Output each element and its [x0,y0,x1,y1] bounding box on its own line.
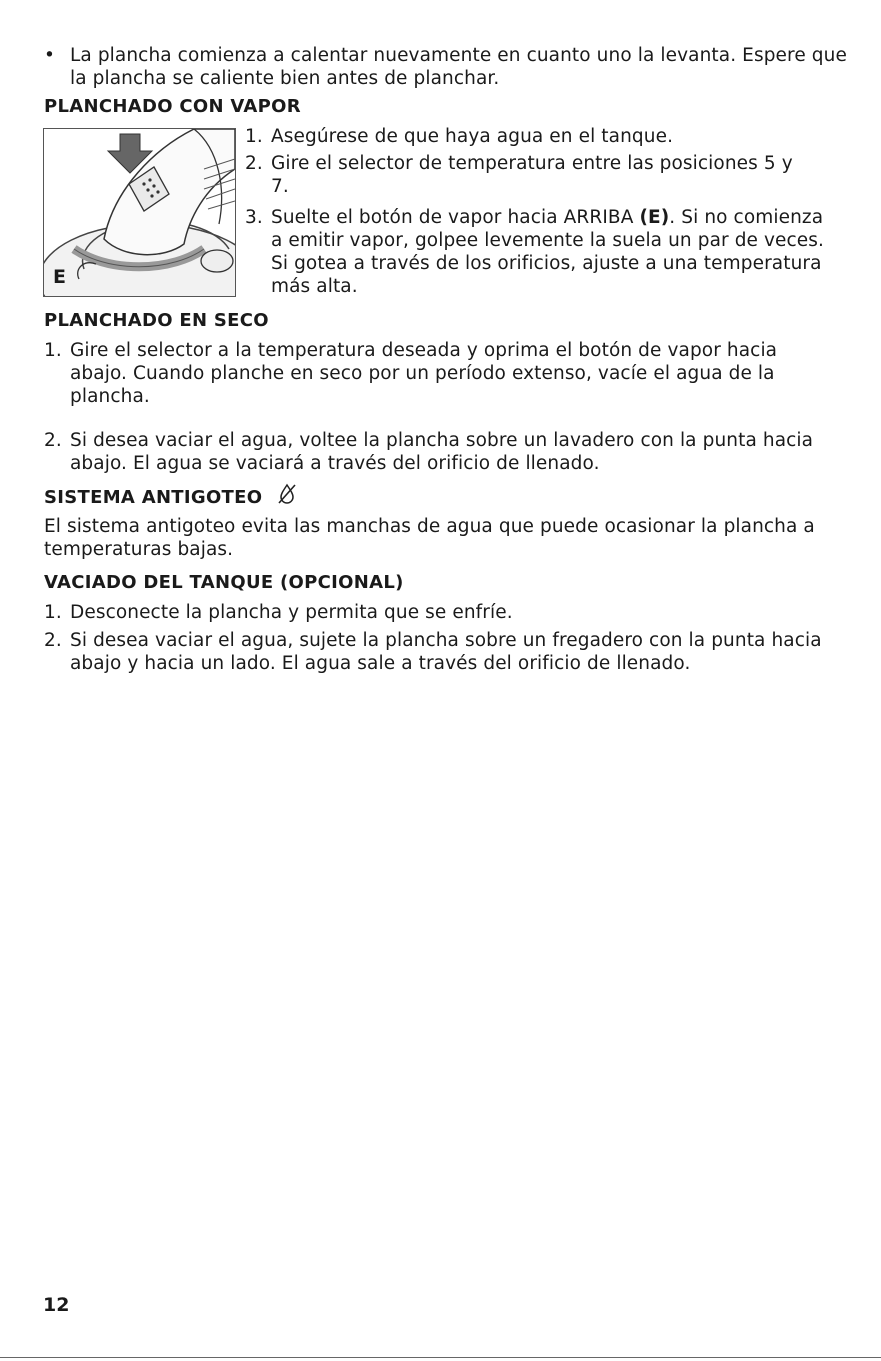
step-number: 2. [44,430,62,451]
step-text [271,206,831,298]
step-number: 2. [44,630,62,651]
footer-rule [0,1357,881,1358]
step-number: 3. [245,207,263,228]
step-text: Si desea vaciar el agua, voltee la plancha sobre un lavadero con la punta hacia abajo. El agua se vaciará a través del orificio de llenado. [70,430,814,474]
step-number: 1. [44,340,62,361]
heading-antidrip [44,482,299,509]
intro-bullet-text: La plancha comienza a calentar nuevamente en cuanto uno la levanta. Espere que la plancha se caliente bien antes de planchar. [70,45,847,89]
list-item [245,152,835,198]
step-text: Gire el selector a la temperatura deseada y oprima el botón de vapor hacia abajo. Cuando planche en seco por un período extenso, vacíe el agua de la plancha. [70,340,778,407]
step-text: Si desea vaciar el agua, sujete la plancha sobre un fregadero con la punta hacia abajo y hacia un lado. El agua sale a través del orificio de llenado. [70,630,822,674]
iron-illustration [44,129,235,296]
heading-empty-tank: VACIADO DEL TANQUE (OPCIONAL) [44,572,404,593]
list-item [44,339,844,409]
heading-steam: PLANCHADO CON VAPOR [44,96,301,117]
step-text-part: Suelte el botón de vapor hacia ARRIBA [271,207,640,228]
list-item [44,429,844,477]
step-text: Desconecte la plancha y permita que se enfríe. [70,602,513,623]
bullet-dot: • [44,45,56,66]
step-text: Asegúrese de que haya agua en el tanque. [271,126,674,147]
step-number: 2. [245,153,263,174]
step-number: 1. [245,126,263,147]
page-number: 12 [43,1294,70,1316]
heading-antidrip-text: SISTEMA ANTIGOTEO [44,487,263,508]
step-number: 1. [44,602,62,623]
list-item [245,125,835,149]
figure-label: E [53,266,66,288]
step-text: Gire el selector de temperatura entre las posiciones 5 y 7. [271,153,793,197]
step-text-part: . Si no comienza a emitir vapor, golpee levemente la suela un par de veces. Si gotea a través de los orificios, ajuste a una temperatura más alta. [271,207,825,297]
heading-dry: PLANCHADO EN SECO [44,310,269,331]
list-item [44,601,844,625]
intro-bullet [44,44,847,94]
antidrip-text: El sistema antigoteo evita las manchas de agua que puede ocasionar la plancha a temperaturas bajas. [44,516,815,560]
list-item [44,629,844,677]
step-text-ref: (E) [639,207,670,228]
anti-drip-icon [275,482,299,506]
list-item [245,206,835,298]
steam-button-illustration [43,128,236,297]
